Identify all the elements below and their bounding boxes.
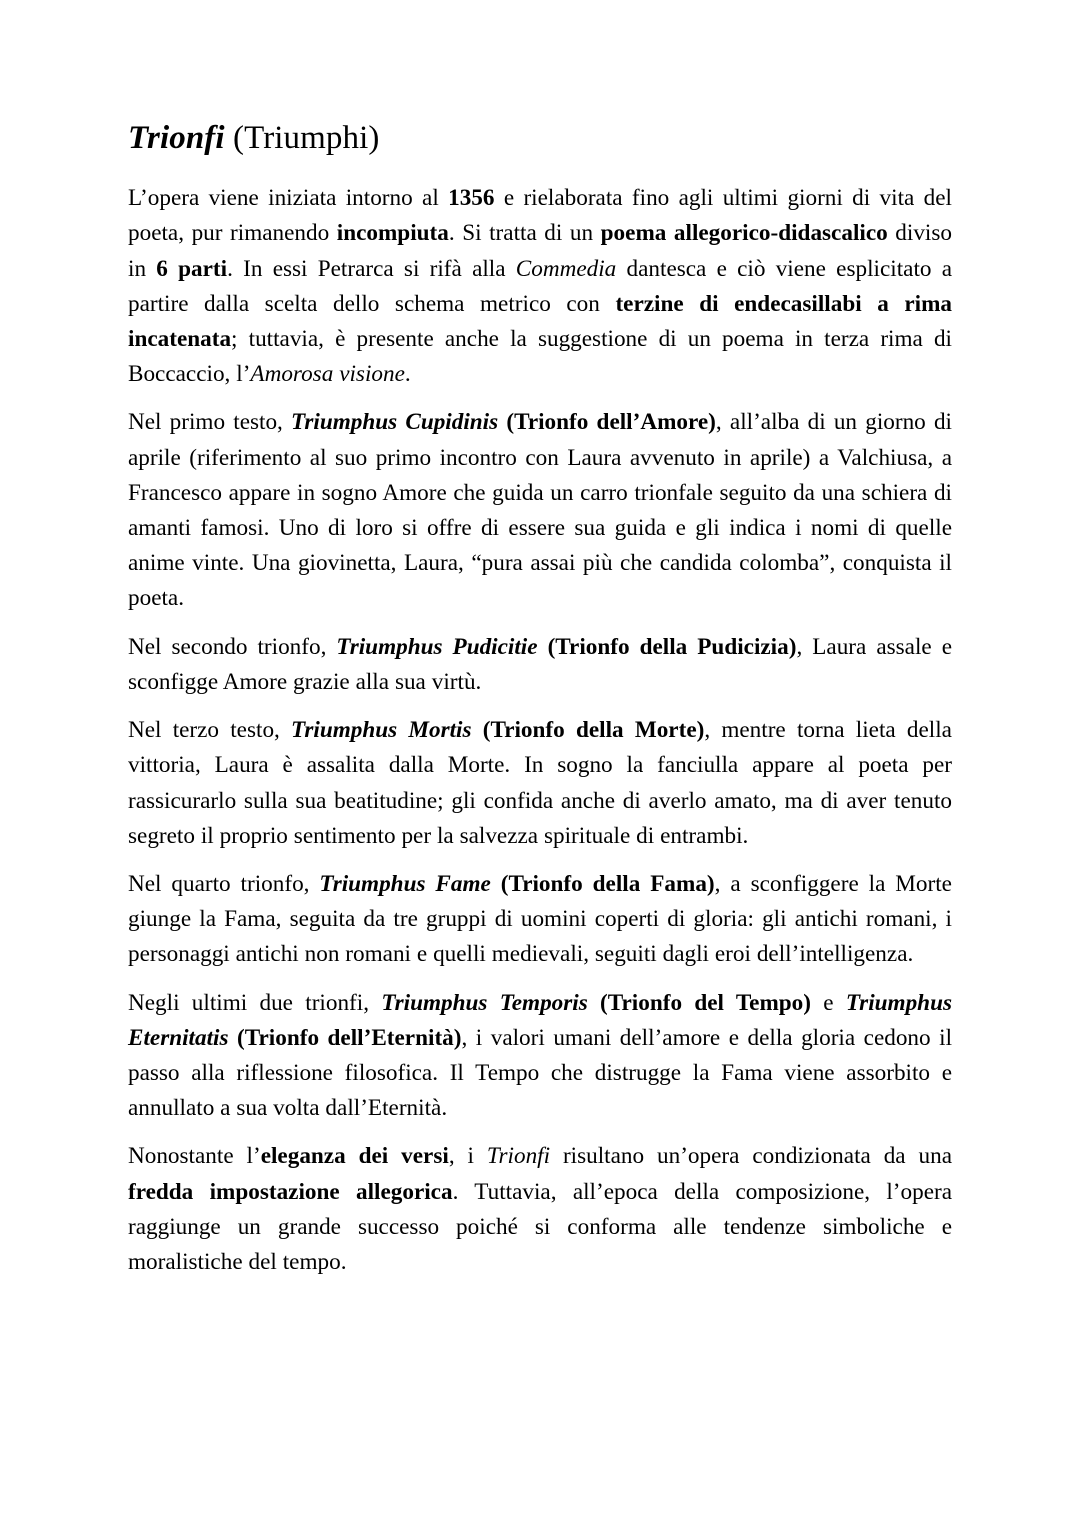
text-run-normal: , mentre torna lieta della vittoria, Laura è assalita dalla Morte. In sogno la fanciulla appare al poeta per rassicurarlo sulla sua beatitudine; gli confida anche di averlo amato, ma di aver tenuto segreto il proprio sentimento per la salvezza spirituale di entrambi. (128, 717, 952, 849)
text-run-italic: Trionfi (486, 1143, 551, 1170)
text-run-normal: , all’alba di un giorno di aprile (riferimento al suo primo incontro con Laura avvenuto in aprile) a Valchiusa, a Francesco appare in sogno Amore che guida un carro trionfale seguito da una schiera di amanti famosi. Uno di loro si offre di essere sua guida e gli indica i nomi di quelle anime vinte. Una giovinetta, Laura, “pura assai più che candida colomba”, conquista il poeta. (128, 409, 952, 612)
body-paragraph (128, 181, 952, 392)
text-run-normal: diviso in (128, 220, 952, 282)
body-paragraph (128, 405, 952, 616)
text-run-bold-italic: Triumphus Pudicitie (336, 633, 538, 660)
text-run-normal: ; tuttavia, è presente anche la suggestione di un poema in terza rima di Boccaccio, l’ (128, 326, 952, 388)
text-run-normal: Nel secondo trionfo, (128, 633, 337, 660)
text-run-bold: 6 parti (156, 255, 228, 282)
text-run-bold: (Trionfo della Pudicizia) (547, 633, 797, 660)
paragraph-list (128, 181, 952, 1280)
text-run-bold-italic: Triumphus Mortis (291, 717, 472, 744)
body-paragraph (128, 630, 952, 700)
text-run-normal: Nel quarto trionfo, (128, 870, 320, 897)
text-run-normal (472, 717, 483, 743)
text-run-normal: Nonostante l’ (128, 1143, 261, 1170)
page-title-latin-name: (Triumphi) (233, 120, 380, 156)
text-run-bold-italic: Triumphus Eternitatis (128, 989, 952, 1051)
text-run-normal: e rielaborata fino agli ultimi giorni di vita del poeta, pur rimanendo (128, 185, 952, 247)
text-run-normal (491, 871, 501, 897)
text-run-normal: risultano un’opera condizionata da una (550, 1143, 952, 1170)
text-run-normal: Negli ultimi due trionfi, (128, 989, 382, 1016)
text-run-italic: Amorosa visione (250, 361, 405, 388)
text-run-normal: L’opera viene iniziata intorno al (128, 185, 449, 212)
text-run-bold: (Trionfo dell’Eternità) (237, 1024, 462, 1051)
text-run-bold-italic: Triumphus Cupidinis (291, 409, 499, 436)
document-body (128, 118, 952, 1280)
body-paragraph (128, 867, 952, 973)
text-run-bold: (Trionfo della Morte) (482, 717, 705, 744)
text-run-bold-italic: Triumphus Fame (319, 870, 491, 897)
text-run-normal: . Tuttavia, all’epoca della composizione, l’opera raggiunge un grande successo poiché si conforma alle tendenze simboliche e moralistiche del tempo. (128, 1178, 952, 1275)
text-run-bold: eleganza dei versi (260, 1143, 449, 1170)
text-run-italic: Commedia (515, 255, 617, 282)
text-run-normal (588, 990, 600, 1016)
text-run-normal: dantesca e ciò viene esplicitato a partire dalla scelta dello schema metrico con (128, 255, 953, 317)
text-run-bold: fredda impostazione allegorica (128, 1178, 453, 1205)
text-run-bold: (Trionfo dell’Amore) (506, 409, 716, 436)
body-paragraph (128, 713, 952, 854)
page-title (128, 118, 952, 159)
text-run-normal: e (811, 989, 846, 1016)
text-run-normal: Nel primo testo, (128, 409, 292, 436)
body-paragraph (128, 1139, 952, 1280)
page-title-work-name: Trionfi (128, 120, 225, 156)
text-run-normal: Nel terzo testo, (128, 717, 292, 744)
text-run-bold: (Trionfo della Fama) (500, 870, 715, 897)
text-run-normal: . (404, 361, 411, 388)
text-run-normal: , a sconfiggere la Morte giunge la Fama, seguita da tre gruppi di uomini coperti di gloria: gli antichi romani, i personaggi antichi non romani e quelli medievali, seguiti dagli eroi dell’intelligenza. (128, 870, 952, 968)
page-title-separator (225, 120, 233, 156)
text-run-bold: (Trionfo del Tempo) (600, 989, 811, 1016)
text-run-normal: , i valori umani dell’amore e della gloria cedono il passo alla riflessione filosofica. Il Tempo che distrugge la Fama viene assorbito e annullato a sua volta dall’Eternità. (128, 1024, 953, 1122)
text-run-bold-italic: Triumphus Temporis (381, 989, 588, 1016)
text-run-normal (229, 1025, 238, 1051)
text-run-normal: , Laura assale e sconfigge Amore grazie alla sua virtù. (128, 633, 952, 695)
text-run-bold: 1356 (448, 185, 495, 212)
text-run-bold: incompiuta (336, 220, 449, 247)
text-run-bold: poema allegorico-didascalico (600, 220, 888, 247)
text-run-normal: , i (448, 1143, 487, 1170)
text-run-normal: . Si tratta di un (448, 220, 601, 247)
text-run-normal (538, 634, 548, 660)
text-run-normal: . In essi Petrarca si rifà alla (227, 255, 516, 282)
body-paragraph (128, 986, 952, 1127)
text-run-bold: terzine di endecasillabi a rima incatenata (128, 290, 952, 353)
